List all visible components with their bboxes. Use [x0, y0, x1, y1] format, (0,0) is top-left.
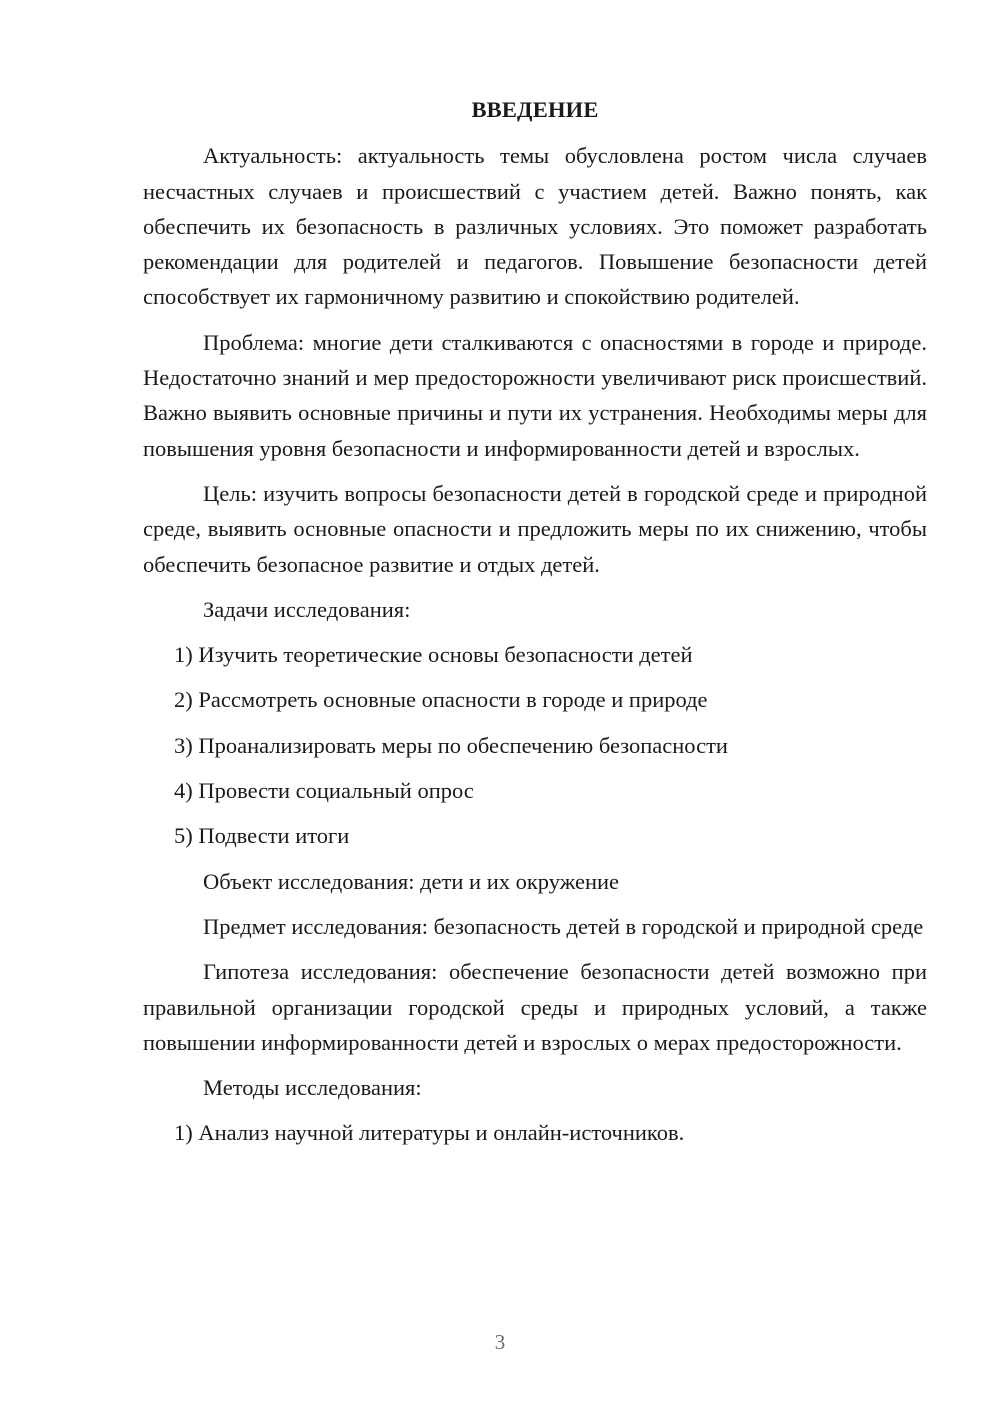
- goal-paragraph: Цель: изучить вопросы безопасности детей в городской среде и природной среде, выявить основные опасности и предложить меры по их снижению, чтобы обеспечить безопасное развитие и отдых детей.: [143, 480, 927, 577]
- document-page: [143, 92, 927, 1161]
- page-number: 3: [494, 1330, 506, 1354]
- hypothesis-paragraph: Гипотеза исследования: обеспечение безопасности детей возможно при правильной организации городской среды и природных условий, а также повышении информированности детей и взрослых о мерах предосторожности.: [143, 959, 927, 1055]
- tasks-heading: Задачи исследования:: [203, 596, 411, 622]
- task-item-5: 5) Подвести итоги: [174, 823, 350, 849]
- subject-paragraph: Предмет исследования: безопасность детей в городской и природной среде: [203, 913, 924, 939]
- problem-paragraph: Проблема: многие дети сталкиваются с опасностями в городе и природе. Недостаточно знаний и мер предосторожности увеличивают риск происшествий. Важно выявить основные причины и пути их устранения. Необходимы меры для повышения уровня безопасности и информированности детей и взрослых.: [143, 329, 927, 461]
- task-item-4: 4) Провести социальный опрос: [174, 778, 474, 804]
- method-item-1: 1) Анализ научной литературы и онлайн-источников.: [174, 1120, 685, 1146]
- object-line: Объект исследования: дети и их окружение: [203, 868, 620, 894]
- section-title: ВВЕДЕНИЕ: [471, 97, 599, 122]
- methods-heading: Методы исследования:: [203, 1075, 422, 1101]
- task-item-1: 1) Изучить теоретические основы безопасности детей: [174, 642, 693, 668]
- task-item-3: 3) Проанализировать меры по обеспечению безопасности: [174, 732, 728, 758]
- relevance-paragraph: Актуальность: актуальность темы обусловлена ростом числа случаев несчастных случаев и происшествий с участием детей. Важно понять, как обеспечить их безопасность в различных условиях. Это поможет разработать рекомендации для родителей и педагогов. Повышение безопасности детей способствует их гармоничному развитию и спокойствию родителей.: [143, 143, 927, 310]
- task-item-2: 2) Рассмотреть основные опасности в городе и природе: [174, 687, 708, 713]
